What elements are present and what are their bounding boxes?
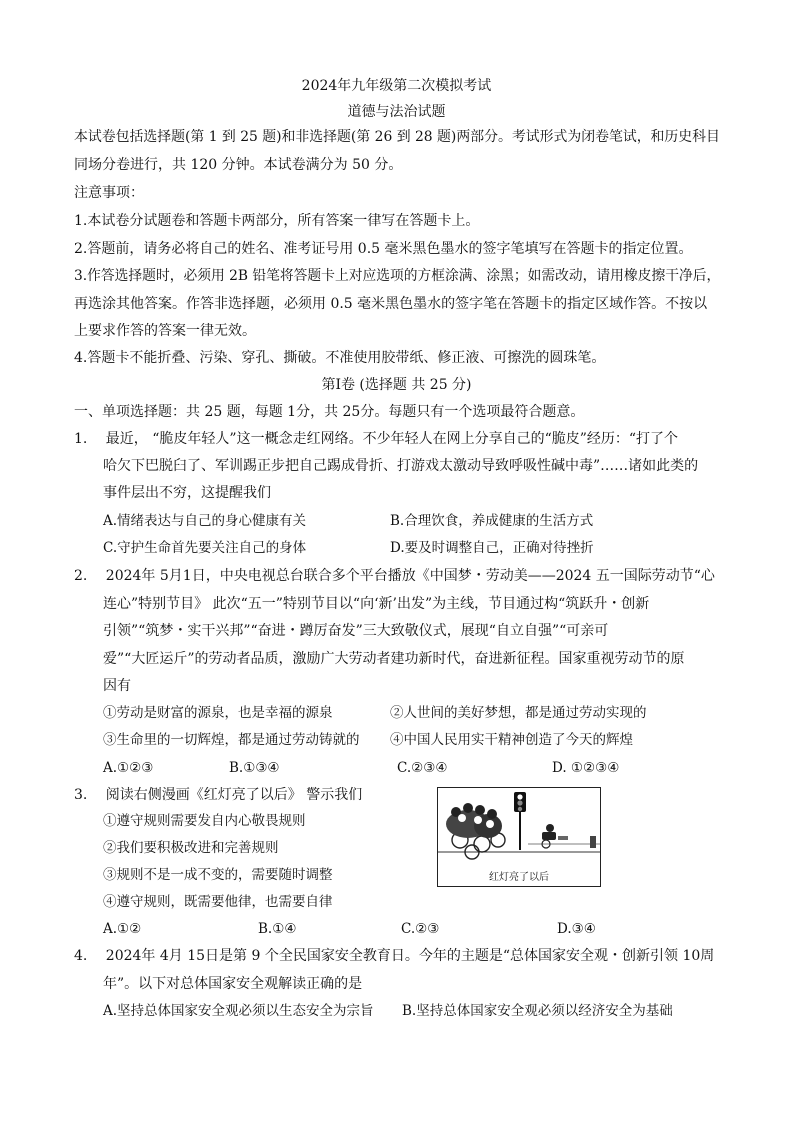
traffic-crowd-illustration [438,788,601,872]
q3-option-b: B.①④ [258,921,297,937]
q2-statement-2: ②人世间的美好梦想，都是通过劳动实现的 [390,705,647,721]
q1-option-a: A.情绪表达与自己的身心健康有关 [103,513,307,529]
note-1: 1.本试卷分试题卷和答题卡两部分，所有答案一律写在答题卡上。 [74,213,480,229]
q2-line-2: 连心”特别节目》 此次“五一”特别节目以“向‘新’出发”为主线，节目通过构“筑跃升・创新 [103,596,650,612]
notes-heading: 注意事项： [74,185,144,201]
q2-statement-4: ④中国人民用实干精神创造了今天的辉煌 [390,732,633,748]
q2-line-4: 爱”“大匠运斤”的劳动者品质，激励广大劳动者建功新时代，奋进新征程。国家重视劳动节的原 [103,651,685,667]
q3-stem: 3. 阅读右侧漫画《红灯亮了以后》 警示我们 [74,787,363,803]
q1-option-b: B.合理饮食，养成健康的生活方式 [390,513,594,529]
part-1-title: 第Ⅰ卷 (选择题 共 25 分) [321,377,472,393]
q2-line-1: 2. 2024年 5月1日，中央电视总台联合多个平台播放《中国梦・劳动美——2024 五一国际劳动节“心 [74,568,715,584]
cartoon-caption: 红灯亮了以后 [489,872,549,883]
q3-statement-4: ④遵守规则，既需要他律，也需要自律 [103,894,333,910]
q4-option-a: A.坚持总体国家安全观必须以生态安全为宗旨 [103,1003,374,1019]
intro-line-1: 本试卷包括选择题(第 1 到 25 题)和非选择题(第 26 到 28 题)两部分。考试形式为闭卷笔试，和历史科目 [74,129,720,145]
q2-option-c: C.②③④ [397,760,448,776]
note-3-line-3: 上要求作答的答案一律无效。 [74,323,256,339]
q1-line-2: 哈欠下巴脱臼了、军训踢正步把自己踢成骨折、打游戏太激动导致呼吸性碱中毒”……诸如此类的 [103,458,699,474]
q1-line-1: 1. 最近， “脆皮年轻人”这一概念走红网络。不少年轻人在网上分享自己的“脆皮”经历：“打了个 [74,431,679,447]
q1-option-d: D.要及时调整自己，正确对待挫折 [390,540,594,556]
q1-option-c: C.守护生命首先要关注自己的身体 [103,540,307,556]
q1-line-3: 事件层出不穷，这提醒我们 [103,485,271,501]
subject-title: 道德与法治试题 [347,104,446,120]
q3-statement-1: ①遵守规则需要发自内心敬畏规则 [103,813,306,829]
q2-statement-3: ③生命里的一切辉煌，都是通过劳动铸就的 [103,732,360,748]
q4-option-b: B.坚持总体国家安全观必须以经济安全为基础 [402,1003,673,1019]
q2-option-b: B.①③④ [229,760,280,776]
q3-option-a: A.①② [103,921,142,937]
q3-option-d: D.③④ [557,921,596,937]
section-heading: 一、单项选择题：共 25 题，每题 1分，共 25分。每题只有一个选项最符合题意。 [74,404,585,420]
q2-line-3: 引领”“筑梦・实干兴邦”“奋进・蹲厉奋发”三大致敬仪式，展现“自立自强”“可亲可 [103,623,609,639]
q2-line-5: 因有 [103,678,131,694]
q4-line-1: 4. 2024年 4月 15日是第 9 个全民国家安全教育日。今年的主题是“总体国家安全观・创新引领 10周 [74,948,715,964]
q3-statement-3: ③规则不是一成不变的，需要随时调整 [103,867,333,883]
q4-line-2: 年”。以下对总体国家安全观解读正确的是 [103,976,363,992]
note-3-line-1: 3.作答选择题时，必须用 2B 铅笔将答题卡上对应选项的方框涂满、涂黑；如需改动，请用橡皮擦干净后， [74,268,721,284]
q2-statement-1: ①劳动是财富的源泉，也是幸福的源泉 [103,705,333,721]
q3-option-c: C.②③ [401,921,440,937]
q3-statement-2: ②我们要积极改进和完善规则 [103,840,279,856]
q2-option-a: A.①②③ [103,760,154,776]
note-3-line-2: 再选涂其他答案。作答非选择题，必须用 0.5 毫米黑色墨水的签字笔在答题卡的指定区域作答。不按以 [74,296,708,312]
q2-option-d: D. ①②③④ [552,760,620,776]
exam-title: 2024年九年级第二次模拟考试 [301,78,492,94]
intro-line-2: 同场分卷进行，共 120 分钟。本试卷满分为 50 分。 [74,157,403,173]
note-4: 4.答题卡不能折叠、污染、穿孔、撕破。不准使用胶带纸、修正液、可擦洗的圆珠笔。 [74,350,606,366]
note-2: 2.答题前，请务必将自己的姓名、准考证号用 0.5 毫米黑色墨水的签字笔填写在答题卡的指定位置。 [74,241,693,257]
